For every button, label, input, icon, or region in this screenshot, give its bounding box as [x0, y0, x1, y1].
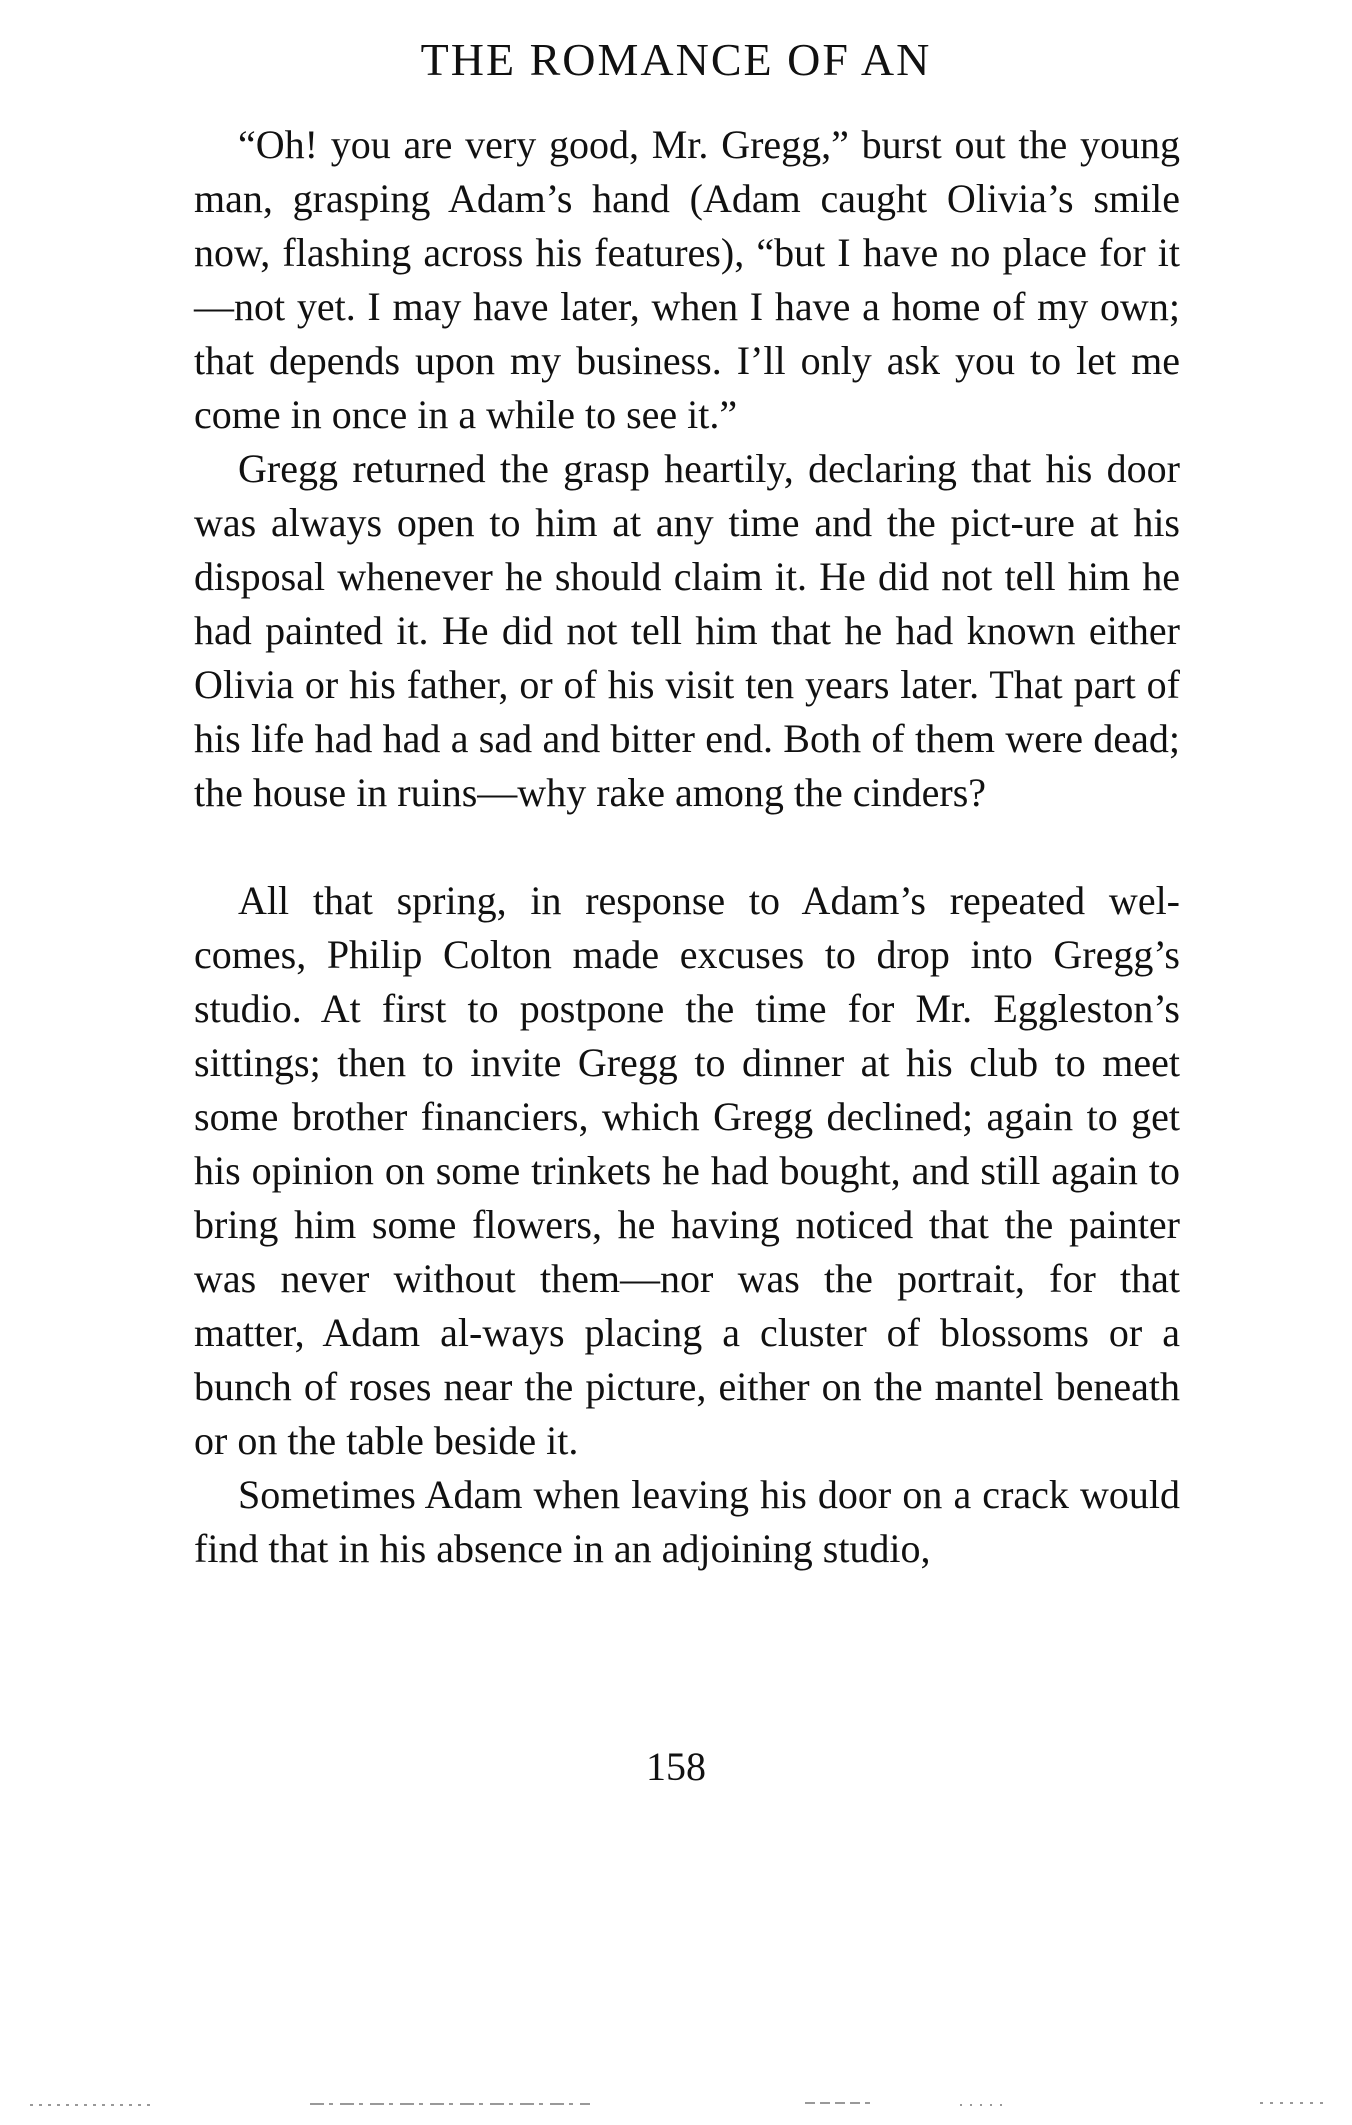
paragraph-3: All that spring, in response to Adam’s repeated wel-comes, Philip Colton made excuses to drop into Gregg’s studio. At first to postpone the time for Mr. Eggleston’s sittings; then to invite Gregg to dinner at his club to meet some brother financiers, which Gregg declined; again to get his opinion on some trinkets he had bought, and still again to bring him some flowers, he having noticed that the painter was never without them—nor was the portrait, for that matter, Adam al-ways placing a cluster of blossoms or a bunch of roses near the picture, either on the mantel beneath or on the table beside it.	[194, 878, 1180, 1463]
paragraph-2: Gregg returned the grasp heartily, declaring that his door was always open to him at any time and the pict-ure at his disposal whenever he should claim it. He did not tell him he had painted it. He did not tell him that he had known either Olivia or his father, or of his visit ten years later. That part of his life had had a sad and bitter end. Both of them were dead; the house in ruins—why rake among the cinders?	[194, 446, 1180, 815]
body-text	[194, 118, 1180, 1576]
paragraph-1: “Oh! you are very good, Mr. Gregg,” burst out the young man, grasping Adam’s hand (Adam caught Olivia’s smile now, flashing across his features), “but I have no place for it—not yet. I may have later, when I have a home of my own; that depends upon my business. I’ll only ask you to let me come in once in a while to see it.”	[194, 122, 1180, 437]
scan-artifacts	[0, 2095, 1352, 2115]
section-break	[194, 820, 1180, 874]
paragraph-4: Sometimes Adam when leaving his door on a crack would find that in his absence in an adjoining studio,	[194, 1472, 1180, 1571]
page-number: 158	[646, 1744, 706, 1789]
running-head: THE ROMANCE OF AN	[420, 34, 932, 85]
